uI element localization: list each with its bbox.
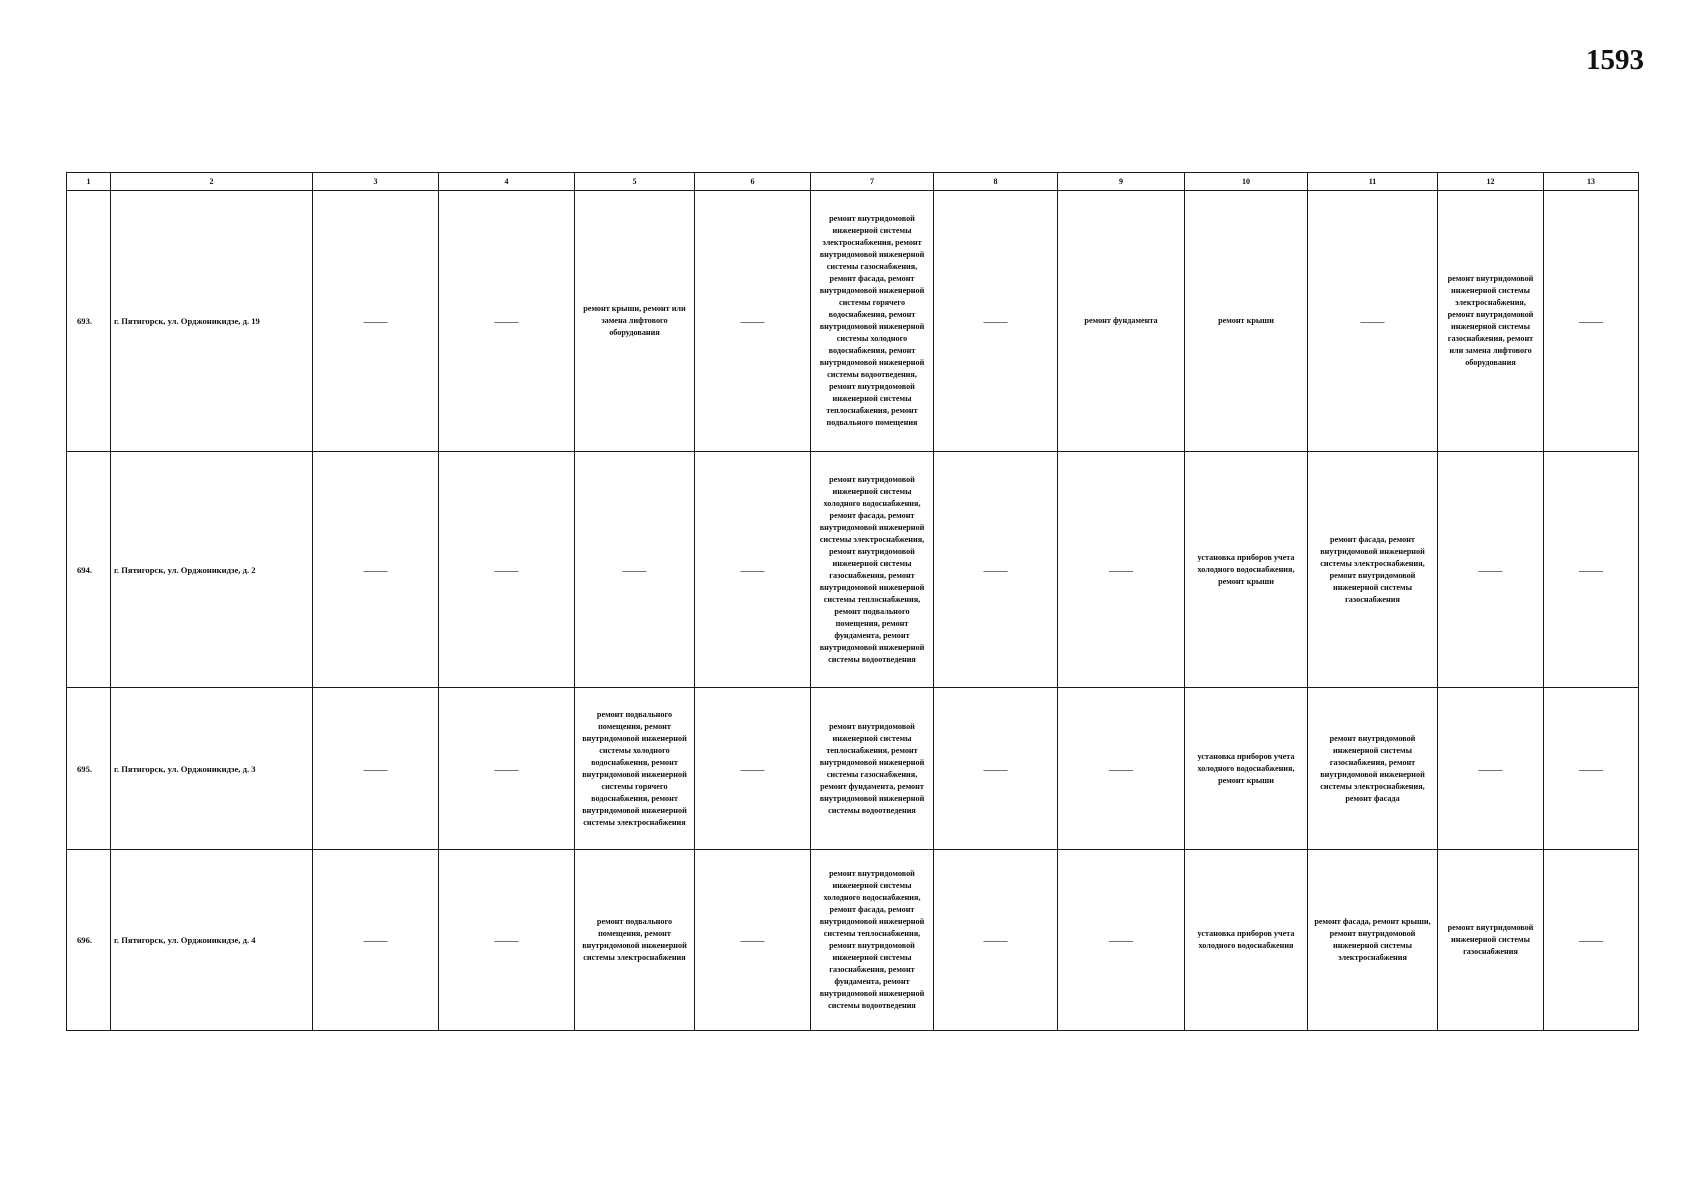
table-cell: ремонт крыши: [1185, 191, 1308, 452]
row-number: 694.: [67, 452, 111, 688]
table-cell: ремонт крыши, ремонт или замена лифтового оборудования: [575, 191, 695, 452]
column-header: 11: [1308, 173, 1438, 191]
table-cell: ——: [1544, 850, 1639, 1031]
column-number-header: [67, 173, 1639, 191]
table-cell: установка приборов учета холодного водоснабжения: [1185, 850, 1308, 1031]
table-cell: ——: [313, 850, 439, 1031]
table-cell: ремонт внутридомовой инженерной системы теплоснабжения, ремонт внутридомовой инженерной системы газоснабжения, ремонт фундамента, ремонт внутридомовой инженерной системы водоотведения: [811, 688, 934, 850]
table-cell: ——: [1438, 452, 1544, 688]
table-cell: ——: [575, 452, 695, 688]
table-cell: ремонт подвального помещения, ремонт внутридомовой инженерной системы электроснабжения: [575, 850, 695, 1031]
table-cell: ремонт подвального помещения, ремонт внутридомовой инженерной системы холодного водоснабжения, ремонт внутридомовой инженерной системы горячего водоснабжения, ремонт внутридомовой инженерной системы электроснабжения: [575, 688, 695, 850]
table-cell: ——: [934, 452, 1058, 688]
table-cell: ——: [934, 688, 1058, 850]
table-cell: ——: [934, 191, 1058, 452]
table-cell: ——: [1544, 191, 1639, 452]
column-header: 6: [695, 173, 811, 191]
table-cell: ремонт внутридомовой инженерной системы холодного водоснабжения, ремонт фасада, ремонт внутридомовой инженерной системы теплоснабжения, ремонт внутридомовой инженерной системы газоснабжения, ремонт фундамента, ремонт внутридомовой инженерной системы водоотведения: [811, 850, 934, 1031]
table-cell: ——: [934, 850, 1058, 1031]
table-cell: ——: [1058, 688, 1185, 850]
table-cell: ——: [439, 452, 575, 688]
column-header: 12: [1438, 173, 1544, 191]
table-cell: ——: [313, 688, 439, 850]
table-cell: ——: [695, 850, 811, 1031]
table-cell: ——: [439, 688, 575, 850]
repair-schedule-table: [66, 172, 1639, 1031]
table-cell: ——: [695, 688, 811, 850]
table-cell: ——: [439, 850, 575, 1031]
table-cell: ——: [439, 191, 575, 452]
column-header: 9: [1058, 173, 1185, 191]
table-cell: установка приборов учета холодного водоснабжения, ремонт крыши: [1185, 688, 1308, 850]
table-cell: ремонт фундамента: [1058, 191, 1185, 452]
column-header: 10: [1185, 173, 1308, 191]
row-number: 693.: [67, 191, 111, 452]
row-number: 696.: [67, 850, 111, 1031]
table-cell: ——: [1058, 452, 1185, 688]
table-row: [67, 452, 1639, 688]
address-cell: г. Пятигорск, ул. Орджоникидзе, д. 3: [111, 688, 313, 850]
table-cell: ремонт фасада, ремонт крыши, ремонт внутридомовой инженерной системы электроснабжения: [1308, 850, 1438, 1031]
table-cell: ремонт фасада, ремонт внутридомовой инженерной системы электроснабжения, ремонт внутридомовой инженерной системы газоснабжения: [1308, 452, 1438, 688]
column-header: 8: [934, 173, 1058, 191]
table-cell: ——: [1308, 191, 1438, 452]
page-number: 1593: [1586, 44, 1644, 76]
column-header: 7: [811, 173, 934, 191]
table-cell: ——: [313, 191, 439, 452]
table-cell: ——: [695, 452, 811, 688]
table-cell: ——: [1544, 452, 1639, 688]
table-cell: ремонт внутридомовой инженерной системы холодного водоснабжения, ремонт фасада, ремонт внутридомовой инженерной системы электроснабжения, ремонт внутридомовой инженерной системы газоснабжения, ремонт внутридомовой инженерной системы теплоснабжения, ремонт подвального помещения, ремонт фундамента, ремонт внутридомовой инженерной системы водоотведения: [811, 452, 934, 688]
table-row: [67, 688, 1639, 850]
column-header: 13: [1544, 173, 1639, 191]
address-cell: г. Пятигорск, ул. Орджоникидзе, д. 19: [111, 191, 313, 452]
table-row: [67, 191, 1639, 452]
table-cell: ——: [1438, 688, 1544, 850]
column-header: 5: [575, 173, 695, 191]
column-header: 3: [313, 173, 439, 191]
address-cell: г. Пятигорск, ул. Орджоникидзе, д. 2: [111, 452, 313, 688]
table-cell: ——: [1544, 688, 1639, 850]
table-row: [67, 850, 1639, 1031]
table-cell: ремонт внутридомовой инженерной системы газоснабжения, ремонт внутридомовой инженерной системы электроснабжения, ремонт фасада: [1308, 688, 1438, 850]
column-header: 1: [67, 173, 111, 191]
table-cell: ——: [1058, 850, 1185, 1031]
table-cell: ——: [313, 452, 439, 688]
row-number: 695.: [67, 688, 111, 850]
column-header: 4: [439, 173, 575, 191]
column-header: 2: [111, 173, 313, 191]
table-cell: ремонт внутридомовой инженерной системы электроснабжения, ремонт внутридомовой инженерной системы газоснабжения, ремонт фасада, ремонт внутридомовой инженерной системы горячего водоснабжения, ремонт внутридомовой инженерной системы холодного водоснабжения, ремонт внутридомовой инженерной системы водоотведения, ремонт внутридомовой инженерной системы теплоснабжения, ремонт подвального помещения: [811, 191, 934, 452]
address-cell: г. Пятигорск, ул. Орджоникидзе, д. 4: [111, 850, 313, 1031]
table-cell: ——: [695, 191, 811, 452]
table-cell: установка приборов учета холодного водоснабжения, ремонт крыши: [1185, 452, 1308, 688]
table-cell: ремонт внутридомовой инженерной системы газоснабжения: [1438, 850, 1544, 1031]
table-cell: ремонт внутридомовой инженерной системы электроснабжения, ремонт внутридомовой инженерной системы газоснабжения, ремонт или замена лифтового оборудования: [1438, 191, 1544, 452]
